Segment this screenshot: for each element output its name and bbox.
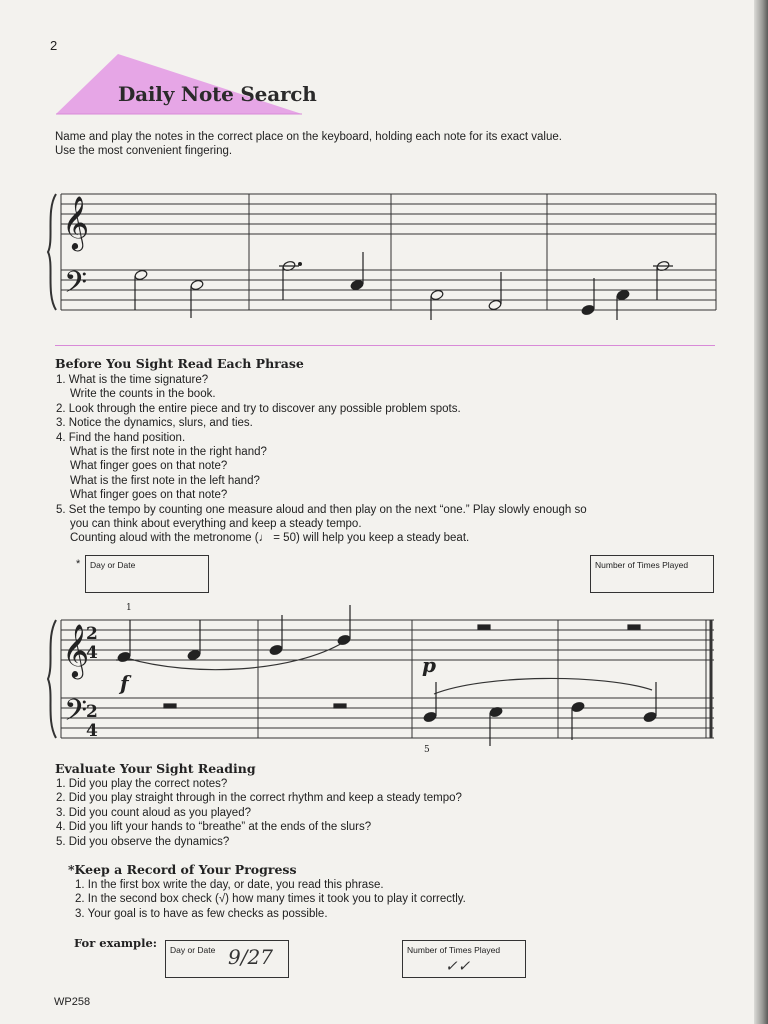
before-item: you can think about everything and keep a steady tempo.	[70, 518, 362, 531]
time-sig-top-bass: 2	[86, 702, 98, 722]
evaluate-item: 3. Did you count aloud as you played?	[56, 806, 251, 819]
times-played-label: Number of Times Played	[595, 560, 689, 570]
evaluate-list	[56, 777, 696, 849]
sight-reading-grand-staff	[44, 598, 724, 756]
svg-text:𝄞: 𝄞	[62, 623, 90, 677]
dynamic-forte: f	[120, 671, 129, 695]
record-item: 1. In the first box write the day, or date, you read this phrase.	[75, 879, 384, 891]
note-search-grand-staff	[44, 180, 724, 320]
example-times-label: Number of Times Played	[407, 945, 501, 955]
evaluate-item: 5. Did you observe the dynamics?	[56, 835, 230, 848]
example-day-box	[165, 940, 289, 978]
measure-number-1: 1	[126, 603, 132, 613]
intro-line: Use the most convenient fingering.	[55, 145, 233, 157]
before-item: 3. Notice the dynamics, slurs, and ties.	[56, 417, 253, 430]
footer-code: WP258	[54, 996, 91, 1008]
before-item: 5. Set the tempo by counting one measure aloud and then play on the next “one.” Play slowly enough so	[56, 503, 587, 516]
evaluate-item: 4. Did you lift your hands to “breathe” at the ends of the slurs?	[56, 821, 372, 834]
before-list	[56, 373, 696, 546]
before-item: 2. Look through the entire piece and try to discover any possible problem spots.	[56, 402, 461, 415]
before-item: Write the counts in the book.	[70, 388, 216, 401]
record-heading: *Keep a Record of Your Progress	[68, 862, 297, 877]
before-item: What finger goes on that note?	[70, 460, 228, 473]
record-list	[75, 878, 695, 921]
example-checks-value: ✓✓	[445, 957, 471, 975]
time-sig-bottom-treble: 4	[86, 643, 98, 663]
svg-text:𝄢: 𝄢	[64, 266, 88, 307]
record-item: 3. Your goal is to have as few checks as possible.	[75, 907, 328, 920]
page-number: 2	[50, 38, 58, 53]
asterisk-mark: *	[76, 558, 81, 570]
before-item: 4. Find the hand position.	[56, 431, 186, 444]
day-or-date-label: Day or Date	[90, 560, 136, 570]
evaluate-item: 2. Did you play straight through in the correct rhythm and keep a steady tempo?	[56, 792, 462, 805]
svg-text:𝄞: 𝄞	[62, 195, 90, 249]
dynamic-piano: p	[422, 653, 436, 677]
page-title: Daily Note Search	[118, 82, 317, 106]
evaluate-item: 1. Did you play the correct notes?	[56, 778, 228, 790]
svg-text:𝄢: 𝄢	[64, 694, 88, 735]
before-item: What is the first note in the right hand?	[70, 446, 267, 459]
intro-line: Name and play the notes in the correct place on the keyboard, holding each note for its exact value.	[55, 131, 562, 143]
book-binding-shadow	[754, 0, 768, 1024]
time-sig-bottom-bass: 4	[86, 721, 98, 741]
for-example-label: For example:	[74, 936, 158, 950]
times-played-box[interactable]	[590, 555, 714, 593]
before-item: What finger goes on that note?	[70, 489, 228, 502]
before-item: Counting aloud with the metronome (♩ = 50) will help you keep a steady beat.	[70, 532, 470, 545]
time-sig-top-treble: 2	[86, 624, 98, 644]
before-item: What is the first note in the left hand?	[70, 474, 260, 487]
record-item: 2. In the second box check (√) how many times it took you to play it correctly.	[75, 893, 466, 906]
example-date-value: 9/27	[228, 945, 273, 969]
measure-number-5: 5	[424, 745, 430, 755]
day-or-date-box[interactable]	[85, 555, 209, 593]
example-day-label: Day or Date	[170, 945, 216, 955]
example-times-box	[402, 940, 526, 978]
evaluate-heading: Evaluate Your Sight Reading	[55, 761, 256, 776]
section-divider	[55, 345, 715, 346]
before-heading: Before You Sight Read Each Phrase	[55, 356, 304, 371]
intro-text	[55, 130, 562, 158]
before-item: 1. What is the time signature?	[56, 374, 209, 386]
